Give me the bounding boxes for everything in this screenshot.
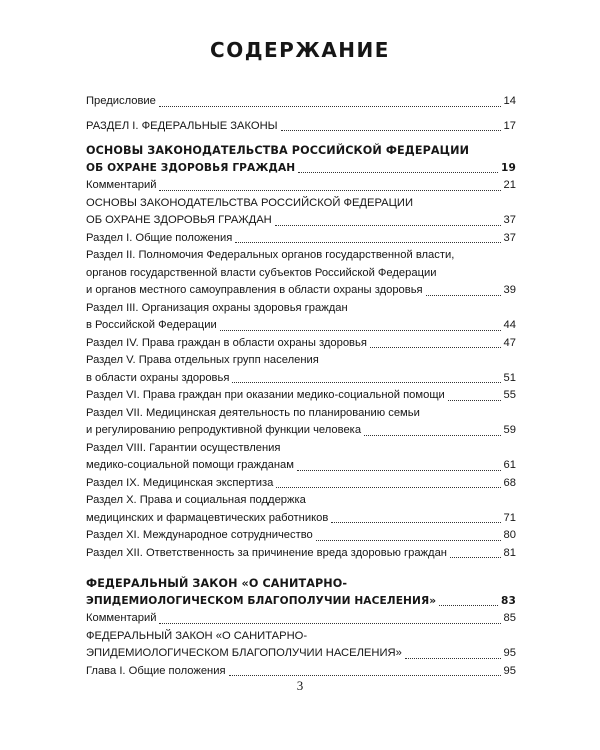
- table-of-contents: [86, 93, 516, 680]
- toc-entry-row: [86, 230, 516, 248]
- toc-entry-line: ОСНОВЫ ЗАКОНОДАТЕЛЬСТВА РОССИЙСКОЙ ФЕДЕРАЦИИ: [86, 144, 470, 157]
- toc-entry-row: [86, 527, 516, 545]
- toc-page-number: 85: [503, 612, 516, 624]
- toc-page-number: 37: [503, 231, 516, 244]
- toc-entry-row: [86, 317, 516, 335]
- toc-entry-line: Раздел X. Права и социальная поддержка: [86, 494, 306, 506]
- dot-leader: [220, 330, 501, 331]
- toc-entry-line: Раздел III. Организация охраны здоровья граждан: [86, 301, 348, 314]
- toc-entry-line: и регулированию репродуктивной функции человека: [86, 424, 362, 436]
- toc-entry-row: [86, 177, 516, 195]
- toc-entry: [86, 247, 516, 300]
- toc-entry-row: [86, 282, 516, 300]
- toc-page-number: 80: [503, 529, 516, 541]
- dot-leader: [297, 470, 501, 471]
- toc-entry-row: [86, 475, 516, 493]
- dot-leader: [448, 400, 501, 401]
- toc-entry-line: Глава I. Общие положения: [86, 664, 226, 677]
- toc-page-number: 95: [503, 647, 516, 659]
- dot-leader: [370, 347, 501, 348]
- toc-entry-row: [86, 457, 516, 475]
- dot-leader: [316, 540, 501, 541]
- toc-entry-line: Предисловие: [86, 95, 156, 107]
- toc-page-number: 21: [503, 179, 516, 191]
- dot-leader: [281, 130, 501, 131]
- dot-leader: [159, 106, 501, 107]
- page-title: СОДЕРЖАНИЕ: [210, 38, 390, 62]
- toc-page-number: 19: [501, 161, 516, 174]
- toc-entry: [86, 475, 516, 493]
- dot-leader: [405, 658, 501, 659]
- toc-entry-line: ЭПИДЕМИОЛОГИЧЕСКОМ БЛАГОПОЛУЧИИ НАСЕЛЕНИЯ»: [86, 647, 402, 659]
- toc-page-number: 81: [503, 546, 516, 559]
- toc-page-number: 68: [503, 476, 516, 489]
- toc-entry-line: Раздел XII. Ответственность за причинение вреда здоровью граждан: [86, 546, 447, 559]
- toc-entry-line: РАЗДЕЛ I. ФЕДЕРАЛЬНЫЕ ЗАКОНЫ: [86, 119, 278, 132]
- toc-entry-line: и органов местного самоуправления в области охраны здоровья: [86, 284, 423, 296]
- dot-leader: [159, 623, 500, 624]
- toc-entry-line: Раздел XI. Международное сотрудничество: [86, 529, 313, 541]
- toc-entry-line: Раздел II. Полномочия Федеральных органов государственной власти,: [86, 249, 455, 261]
- toc-entry-row: [86, 593, 516, 611]
- dot-leader: [275, 225, 501, 226]
- toc-entry-line: ОБ ОХРАНЕ ЗДОРОВЬЯ ГРАЖДАН: [86, 161, 296, 174]
- toc-entry-line: ФЕДЕРАЛЬНЫЙ ЗАКОН «О САНИТАРНО-: [86, 577, 348, 590]
- toc-entry-line: Раздел VI. Права граждан при оказании медико-социальной помощи: [86, 389, 445, 401]
- toc-entry: [86, 300, 516, 335]
- toc-entry-line: Раздел VII. Медицинская деятельность по планированию семьи: [86, 406, 420, 419]
- toc-entry: [86, 352, 516, 387]
- toc-entry: [86, 575, 516, 610]
- toc-entry: [86, 335, 516, 353]
- toc-entry: [86, 93, 516, 111]
- toc-spacer: [86, 562, 516, 575]
- toc-entry-line: ФЕДЕРАЛЬНЫЙ ЗАКОН «О САНИТАРНО-: [86, 629, 308, 642]
- toc-entry-row: [86, 118, 516, 136]
- toc-entry-row: [86, 510, 516, 528]
- toc-page-number: 95: [503, 664, 516, 677]
- toc-entry: [86, 440, 516, 475]
- dot-leader: [364, 435, 500, 436]
- toc-entry-line: ЭПИДЕМИОЛОГИЧЕСКОМ БЛАГОПОЛУЧИИ НАСЕЛЕНИЯ»: [86, 594, 437, 607]
- toc-entry-line: медицинских и фармацевтических работников: [86, 511, 329, 524]
- dot-leader: [439, 605, 498, 606]
- toc-entry-row: [86, 335, 516, 353]
- toc-page-number: 37: [503, 214, 516, 226]
- dot-leader: [229, 675, 501, 676]
- toc-entry: [86, 527, 516, 545]
- toc-entry-line: в Российской Федерации: [86, 319, 217, 331]
- toc-page-number: 39: [503, 284, 516, 296]
- dot-leader: [298, 172, 498, 173]
- toc-page-number: 61: [503, 459, 516, 471]
- toc-entry: [86, 492, 516, 527]
- toc-entry-line: Раздел VIII. Гарантии осуществления: [86, 441, 281, 454]
- toc-entry-row: [86, 370, 516, 388]
- toc-entry-line: ОБ ОХРАНЕ ЗДОРОВЬЯ ГРАЖДАН: [86, 214, 272, 226]
- toc-entry-line: в области охраны здоровья: [86, 371, 230, 384]
- toc-entry-line: Комментарий: [86, 179, 157, 191]
- toc-entry-row: [86, 422, 516, 440]
- toc-entry: [86, 610, 516, 628]
- dot-leader: [331, 522, 500, 523]
- toc-spacer: [86, 135, 516, 142]
- dot-leader: [159, 190, 500, 191]
- dot-leader: [426, 295, 501, 296]
- toc-page-number: 14: [503, 95, 516, 107]
- toc-entry: [86, 387, 516, 405]
- toc-page-number: 71: [503, 511, 516, 524]
- toc-entry-line: органов государственной власти субъектов Российской Федерации: [86, 266, 437, 279]
- toc-entry: [86, 118, 516, 136]
- toc-entry-line: Раздел V. Права отдельных групп населения: [86, 354, 319, 366]
- toc-entry: [86, 230, 516, 248]
- toc-entry: [86, 545, 516, 563]
- dot-leader: [232, 382, 500, 383]
- toc-entry-row: [86, 212, 516, 230]
- toc-entry-row: [86, 93, 516, 111]
- toc-entry-line: Раздел IV. Права граждан в области охраны здоровья: [86, 336, 367, 349]
- toc-entry: [86, 177, 516, 195]
- dot-leader: [276, 487, 500, 488]
- toc-entry-line: медико-социальной помощи гражданам: [86, 459, 294, 471]
- toc-entry-line: ОСНОВЫ ЗАКОНОДАТЕЛЬСТВА РОССИЙСКОЙ ФЕДЕРАЦИИ: [86, 196, 414, 209]
- toc-page-number: 47: [503, 336, 516, 349]
- toc-page-number: 44: [503, 319, 516, 331]
- toc-entry-row: [86, 160, 516, 178]
- toc-page-number: 55: [503, 389, 516, 401]
- toc-entry-row: [86, 545, 516, 563]
- toc-entry-row: [86, 610, 516, 628]
- toc-entry-line: Раздел I. Общие положения: [86, 231, 233, 244]
- toc-spacer: [86, 111, 516, 118]
- toc-page-number: 51: [503, 371, 516, 384]
- toc-page-number: 83: [501, 594, 516, 607]
- toc-entry: [86, 195, 516, 230]
- toc-page-number: 59: [503, 424, 516, 436]
- toc-page-number: 17: [503, 119, 516, 132]
- toc-entry-row: [86, 645, 516, 663]
- toc-entry: [86, 628, 516, 663]
- dot-leader: [450, 557, 501, 558]
- toc-entry-line: Раздел IX. Медицинская экспертиза: [86, 476, 274, 489]
- dot-leader: [235, 242, 500, 243]
- toc-entry: [86, 142, 516, 177]
- toc-entry-row: [86, 387, 516, 405]
- page-number: 3: [296, 678, 304, 693]
- toc-entry: [86, 405, 516, 440]
- toc-entry-line: Комментарий: [86, 612, 157, 624]
